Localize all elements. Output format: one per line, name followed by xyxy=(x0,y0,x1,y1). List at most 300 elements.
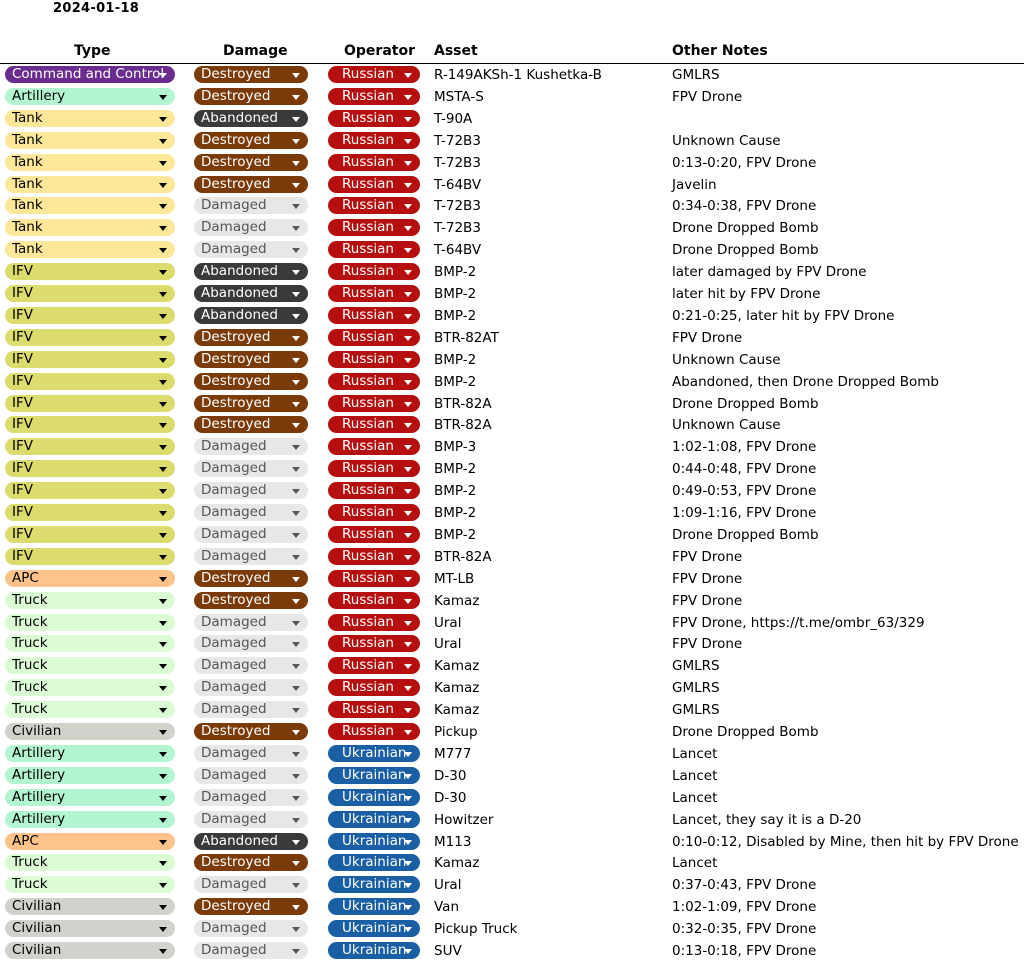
operator-dropdown[interactable] xyxy=(328,548,420,565)
damage-dropdown[interactable] xyxy=(194,395,308,412)
chevron-down-icon xyxy=(292,796,300,801)
damage-dropdown-label: Damaged xyxy=(201,482,267,499)
damage-dropdown[interactable] xyxy=(194,833,308,850)
damage-dropdown-label: Damaged xyxy=(201,241,267,258)
operator-dropdown-label: Russian xyxy=(342,591,394,608)
type-dropdown-label: Truck xyxy=(12,854,48,871)
type-dropdown[interactable] xyxy=(5,570,175,587)
operator-dropdown-label: Russian xyxy=(342,635,394,652)
type-dropdown[interactable] xyxy=(5,745,175,762)
damage-dropdown[interactable] xyxy=(194,657,308,674)
operator-dropdown[interactable] xyxy=(328,635,420,652)
chevron-down-icon xyxy=(159,489,167,494)
type-dropdown[interactable] xyxy=(5,66,175,83)
type-dropdown[interactable] xyxy=(5,460,175,477)
table-row xyxy=(0,502,1024,524)
notes-cell: 1:02-1:08, FPV Drone xyxy=(672,439,817,456)
damage-dropdown[interactable] xyxy=(194,548,308,565)
asset-cell: BTR-82A xyxy=(434,548,492,565)
asset-cell: R-149AKSh-1 Kushetka-B xyxy=(434,67,602,83)
operator-dropdown[interactable] xyxy=(328,920,420,937)
type-dropdown[interactable] xyxy=(5,723,175,740)
damage-dropdown[interactable] xyxy=(194,219,308,236)
chevron-down-icon xyxy=(404,402,412,407)
type-dropdown[interactable] xyxy=(5,635,175,652)
asset-cell: BMP-2 xyxy=(434,286,477,302)
chevron-down-icon xyxy=(292,183,300,188)
header-asset: Asset xyxy=(434,43,478,59)
type-dropdown-label: IFV xyxy=(12,438,33,455)
chevron-down-icon xyxy=(404,555,412,560)
chevron-down-icon xyxy=(159,686,167,691)
type-dropdown[interactable] xyxy=(5,657,175,674)
asset-cell: BMP-2 xyxy=(434,505,477,521)
type-dropdown[interactable] xyxy=(5,767,175,784)
asset-cell: Kamaz xyxy=(434,680,480,697)
type-dropdown[interactable] xyxy=(5,263,175,280)
damage-dropdown[interactable] xyxy=(194,88,308,105)
operator-dropdown[interactable] xyxy=(328,767,420,784)
operator-dropdown[interactable] xyxy=(328,723,420,740)
operator-dropdown[interactable] xyxy=(328,307,420,324)
notes-cell: Abandoned, then Drone Dropped Bomb xyxy=(672,373,939,390)
notes-cell: 1:02-1:09, FPV Drone xyxy=(672,899,817,916)
operator-dropdown[interactable] xyxy=(328,329,420,346)
chevron-down-icon xyxy=(292,708,300,713)
type-dropdown[interactable] xyxy=(5,701,175,718)
chevron-down-icon xyxy=(404,840,412,845)
damage-dropdown[interactable] xyxy=(194,635,308,652)
operator-dropdown[interactable] xyxy=(328,570,420,587)
operator-dropdown[interactable] xyxy=(328,176,420,193)
chevron-down-icon xyxy=(159,599,167,604)
table-row xyxy=(0,699,1024,721)
operator-dropdown[interactable] xyxy=(328,504,420,521)
operator-dropdown[interactable] xyxy=(328,241,420,258)
damage-dropdown[interactable] xyxy=(194,767,308,784)
operator-dropdown[interactable] xyxy=(328,110,420,127)
table-row xyxy=(0,436,1024,458)
chevron-down-icon xyxy=(404,905,412,910)
operator-dropdown-label: Russian xyxy=(342,109,394,126)
notes-cell: FPV Drone xyxy=(672,88,743,105)
table-row xyxy=(0,765,1024,787)
chevron-down-icon xyxy=(159,139,167,144)
damage-dropdown-label: Damaged xyxy=(201,788,267,805)
operator-dropdown[interactable] xyxy=(328,416,420,433)
damage-dropdown[interactable] xyxy=(194,438,308,455)
chevron-down-icon xyxy=(159,796,167,801)
asset-cell: Pickup xyxy=(434,724,478,740)
damage-dropdown[interactable] xyxy=(194,876,308,893)
operator-dropdown[interactable] xyxy=(328,876,420,893)
damage-dropdown[interactable] xyxy=(194,920,308,937)
chevron-down-icon xyxy=(159,511,167,516)
asset-cell: M113 xyxy=(434,833,472,850)
type-dropdown[interactable] xyxy=(5,176,175,193)
operator-dropdown[interactable] xyxy=(328,898,420,915)
type-dropdown[interactable] xyxy=(5,876,175,893)
type-dropdown-label: IFV xyxy=(12,350,33,367)
chevron-down-icon xyxy=(404,467,412,472)
chevron-down-icon xyxy=(292,402,300,407)
operator-dropdown[interactable] xyxy=(328,351,420,368)
type-dropdown[interactable] xyxy=(5,548,175,565)
type-dropdown-label: Truck xyxy=(12,657,48,674)
notes-cell: Unknown Cause xyxy=(672,417,781,434)
damage-dropdown[interactable] xyxy=(194,745,308,762)
table-row xyxy=(0,590,1024,612)
damage-dropdown-label: Damaged xyxy=(201,525,267,542)
chevron-down-icon xyxy=(292,161,300,166)
damage-dropdown-label: Damaged xyxy=(201,701,267,718)
damage-dropdown-label: Damaged xyxy=(201,547,267,564)
damage-dropdown-label: Destroyed xyxy=(201,416,271,433)
table-row xyxy=(0,546,1024,568)
damage-dropdown[interactable] xyxy=(194,373,308,390)
damage-dropdown[interactable] xyxy=(194,66,308,83)
notes-cell: FPV Drone, https://t.me/ombr_63/329 xyxy=(672,614,925,631)
operator-dropdown[interactable] xyxy=(328,482,420,499)
table-row xyxy=(0,86,1024,108)
chevron-down-icon xyxy=(159,402,167,407)
type-dropdown[interactable] xyxy=(5,88,175,105)
type-dropdown[interactable] xyxy=(5,679,175,696)
asset-cell: T-64BV xyxy=(434,176,482,193)
operator-dropdown-label: Russian xyxy=(342,87,394,104)
damage-dropdown[interactable] xyxy=(194,679,308,696)
chevron-down-icon xyxy=(404,161,412,166)
chevron-down-icon xyxy=(404,599,412,604)
type-dropdown[interactable] xyxy=(5,898,175,915)
type-dropdown[interactable] xyxy=(5,197,175,214)
chevron-down-icon xyxy=(159,445,167,450)
chevron-down-icon xyxy=(159,883,167,888)
asset-cell: Ural xyxy=(434,636,462,653)
chevron-down-icon xyxy=(159,117,167,122)
chevron-down-icon xyxy=(292,818,300,823)
chevron-down-icon xyxy=(404,95,412,100)
chevron-down-icon xyxy=(159,95,167,100)
chevron-down-icon xyxy=(404,380,412,385)
damage-dropdown[interactable] xyxy=(194,482,308,499)
type-dropdown-label: IFV xyxy=(12,328,33,345)
operator-dropdown[interactable] xyxy=(328,701,420,718)
chevron-down-icon xyxy=(404,533,412,538)
damage-dropdown[interactable] xyxy=(194,723,308,740)
notes-cell: Drone Dropped Bomb xyxy=(672,724,819,740)
table-row xyxy=(0,239,1024,261)
notes-cell: FPV Drone xyxy=(672,570,743,587)
operator-dropdown-label: Russian xyxy=(342,197,394,214)
type-dropdown-label: Artillery xyxy=(12,744,66,761)
damage-dropdown-label: Destroyed xyxy=(201,394,271,411)
operator-dropdown-label: Russian xyxy=(342,482,394,499)
damage-dropdown-label: Destroyed xyxy=(201,87,271,104)
damage-dropdown-label: Damaged xyxy=(201,942,267,958)
notes-cell: 0:21-0:25, later hit by FPV Drone xyxy=(672,307,895,324)
type-dropdown[interactable] xyxy=(5,285,175,302)
damage-dropdown[interactable] xyxy=(194,460,308,477)
operator-dropdown-label: Ukrainian xyxy=(342,942,407,958)
chevron-down-icon xyxy=(404,358,412,363)
asset-cell: Kamaz xyxy=(434,702,480,719)
chevron-down-icon xyxy=(159,380,167,385)
asset-cell: BMP-2 xyxy=(434,526,477,543)
chevron-down-icon xyxy=(159,774,167,779)
type-dropdown-label: Tank xyxy=(12,109,43,126)
operator-dropdown[interactable] xyxy=(328,197,420,214)
chevron-down-icon xyxy=(292,774,300,779)
operator-dropdown-label: Russian xyxy=(342,219,394,236)
operator-dropdown-label: Russian xyxy=(342,306,394,323)
damage-dropdown[interactable] xyxy=(194,789,308,806)
type-dropdown-label: Command and Control xyxy=(12,66,165,82)
notes-cell: Lancet xyxy=(672,767,718,784)
asset-cell: MSTA-S xyxy=(434,88,484,105)
damage-dropdown-label: Abandoned xyxy=(201,109,278,126)
operator-dropdown[interactable] xyxy=(328,833,420,850)
type-dropdown[interactable] xyxy=(5,132,175,149)
operator-dropdown[interactable] xyxy=(328,132,420,149)
operator-dropdown[interactable] xyxy=(328,811,420,828)
type-dropdown-label: IFV xyxy=(12,285,33,301)
type-dropdown[interactable] xyxy=(5,241,175,258)
table-row xyxy=(0,305,1024,327)
damage-dropdown-label: Destroyed xyxy=(201,131,271,148)
table-row xyxy=(0,568,1024,590)
damage-dropdown-label: Damaged xyxy=(201,876,267,893)
operator-dropdown-label: Ukrainian xyxy=(342,898,407,915)
type-dropdown[interactable] xyxy=(5,482,175,499)
operator-dropdown[interactable] xyxy=(328,614,420,631)
damage-dropdown[interactable] xyxy=(194,592,308,609)
operator-dropdown[interactable] xyxy=(328,395,420,412)
header-type: Type xyxy=(74,43,111,59)
operator-dropdown[interactable] xyxy=(328,438,420,455)
chevron-down-icon xyxy=(292,686,300,691)
chevron-down-icon xyxy=(292,139,300,144)
chevron-down-icon xyxy=(292,752,300,757)
chevron-down-icon xyxy=(292,730,300,735)
operator-dropdown[interactable] xyxy=(328,657,420,674)
operator-dropdown[interactable] xyxy=(328,942,420,959)
chevron-down-icon xyxy=(292,511,300,516)
damage-dropdown-label: Abandoned xyxy=(201,285,278,301)
table-row xyxy=(0,809,1024,831)
type-dropdown[interactable] xyxy=(5,942,175,959)
type-dropdown[interactable] xyxy=(5,614,175,631)
damage-dropdown[interactable] xyxy=(194,351,308,368)
operator-dropdown-label: Russian xyxy=(342,657,394,674)
operator-dropdown[interactable] xyxy=(328,88,420,105)
chevron-down-icon xyxy=(159,358,167,363)
type-dropdown[interactable] xyxy=(5,811,175,828)
damage-dropdown[interactable] xyxy=(194,942,308,959)
chevron-down-icon xyxy=(159,730,167,735)
type-dropdown[interactable] xyxy=(5,854,175,871)
operator-dropdown[interactable] xyxy=(328,219,420,236)
header-notes: Other Notes xyxy=(672,43,768,59)
operator-dropdown-label: Russian xyxy=(342,679,394,696)
chevron-down-icon xyxy=(159,161,167,166)
type-dropdown[interactable] xyxy=(5,329,175,346)
type-dropdown-label: Civilian xyxy=(12,723,62,739)
operator-dropdown[interactable] xyxy=(328,154,420,171)
chevron-down-icon xyxy=(159,861,167,866)
type-dropdown[interactable] xyxy=(5,438,175,455)
type-dropdown[interactable] xyxy=(5,920,175,937)
chevron-down-icon xyxy=(404,774,412,779)
chevron-down-icon xyxy=(159,533,167,538)
type-dropdown[interactable] xyxy=(5,504,175,521)
table-row xyxy=(0,283,1024,305)
damage-dropdown-label: Abandoned xyxy=(201,832,278,849)
type-dropdown-label: IFV xyxy=(12,394,33,411)
type-dropdown-label: IFV xyxy=(12,525,33,542)
damage-dropdown[interactable] xyxy=(194,416,308,433)
operator-dropdown[interactable] xyxy=(328,526,420,543)
operator-dropdown-label: Russian xyxy=(342,66,394,82)
damage-dropdown[interactable] xyxy=(194,176,308,193)
type-dropdown-label: Tank xyxy=(12,131,43,148)
damage-dropdown[interactable] xyxy=(194,285,308,302)
chevron-down-icon xyxy=(404,139,412,144)
type-dropdown[interactable] xyxy=(5,351,175,368)
type-dropdown[interactable] xyxy=(5,395,175,412)
damage-dropdown[interactable] xyxy=(194,110,308,127)
damage-dropdown[interactable] xyxy=(194,263,308,280)
operator-dropdown[interactable] xyxy=(328,285,420,302)
notes-cell: later damaged by FPV Drone xyxy=(672,264,867,281)
damage-dropdown-label: Abandoned xyxy=(201,263,278,280)
operator-dropdown-label: Russian xyxy=(342,569,394,586)
chevron-down-icon xyxy=(404,861,412,866)
damage-dropdown[interactable] xyxy=(194,241,308,258)
type-dropdown-label: Truck xyxy=(12,591,48,608)
damage-dropdown-label: Damaged xyxy=(201,438,267,455)
type-dropdown[interactable] xyxy=(5,307,175,324)
damage-dropdown[interactable] xyxy=(194,570,308,587)
chevron-down-icon xyxy=(159,423,167,428)
operator-dropdown-label: Russian xyxy=(342,131,394,148)
chevron-down-icon xyxy=(292,905,300,910)
damage-dropdown[interactable] xyxy=(194,701,308,718)
asset-cell: T-72B3 xyxy=(434,198,481,215)
type-dropdown[interactable] xyxy=(5,833,175,850)
type-dropdown[interactable] xyxy=(5,373,175,390)
type-dropdown[interactable] xyxy=(5,110,175,127)
type-dropdown[interactable] xyxy=(5,526,175,543)
type-dropdown[interactable] xyxy=(5,416,175,433)
chevron-down-icon xyxy=(159,752,167,757)
asset-cell: Pickup Truck xyxy=(434,921,518,938)
asset-cell: T-72B3 xyxy=(434,132,481,149)
chevron-down-icon xyxy=(292,380,300,385)
chevron-down-icon xyxy=(404,314,412,319)
operator-dropdown[interactable] xyxy=(328,854,420,871)
chevron-down-icon xyxy=(159,292,167,297)
operator-dropdown[interactable] xyxy=(328,789,420,806)
operator-dropdown[interactable] xyxy=(328,263,420,280)
damage-dropdown-label: Damaged xyxy=(201,679,267,696)
damage-dropdown-label: Damaged xyxy=(201,460,267,477)
damage-dropdown[interactable] xyxy=(194,329,308,346)
type-dropdown-label: IFV xyxy=(12,482,33,499)
damage-dropdown[interactable] xyxy=(194,154,308,171)
damage-dropdown[interactable] xyxy=(194,614,308,631)
chevron-down-icon xyxy=(404,204,412,209)
operator-dropdown[interactable] xyxy=(328,66,420,83)
operator-dropdown-label: Ukrainian xyxy=(342,876,407,893)
type-dropdown[interactable] xyxy=(5,154,175,171)
chevron-down-icon xyxy=(292,336,300,341)
chevron-down-icon xyxy=(292,314,300,319)
damage-dropdown[interactable] xyxy=(194,526,308,543)
asset-cell: BMP-2 xyxy=(434,483,477,500)
type-dropdown[interactable] xyxy=(5,789,175,806)
notes-cell: 1:09-1:16, FPV Drone xyxy=(672,505,817,521)
damage-dropdown-label: Damaged xyxy=(201,744,267,761)
damage-dropdown[interactable] xyxy=(194,811,308,828)
table-row xyxy=(0,874,1024,896)
operator-dropdown[interactable] xyxy=(328,460,420,477)
chevron-down-icon xyxy=(292,577,300,582)
chevron-down-icon xyxy=(292,664,300,669)
chevron-down-icon xyxy=(404,445,412,450)
notes-cell: later hit by FPV Drone xyxy=(672,286,821,302)
damage-dropdown[interactable] xyxy=(194,898,308,915)
chevron-down-icon xyxy=(292,861,300,866)
table-row xyxy=(0,152,1024,174)
operator-dropdown[interactable] xyxy=(328,373,420,390)
chevron-down-icon xyxy=(292,533,300,538)
type-dropdown[interactable] xyxy=(5,219,175,236)
chevron-down-icon xyxy=(159,467,167,472)
type-dropdown-label: Truck xyxy=(12,876,48,893)
notes-cell: FPV Drone xyxy=(672,329,743,346)
damage-dropdown[interactable] xyxy=(194,854,308,871)
asset-cell: Ural xyxy=(434,614,462,631)
damage-dropdown-label: Destroyed xyxy=(201,372,271,389)
damage-dropdown[interactable] xyxy=(194,504,308,521)
operator-dropdown[interactable] xyxy=(328,679,420,696)
damage-dropdown-label: Destroyed xyxy=(201,723,271,739)
operator-dropdown[interactable] xyxy=(328,592,420,609)
chevron-down-icon xyxy=(292,445,300,450)
operator-dropdown-label: Ukrainian xyxy=(342,788,407,805)
operator-dropdown-label: Russian xyxy=(342,263,394,280)
damage-dropdown[interactable] xyxy=(194,197,308,214)
operator-dropdown[interactable] xyxy=(328,745,420,762)
type-dropdown-label: Tank xyxy=(12,175,43,192)
type-dropdown-label: Artillery xyxy=(12,810,66,827)
asset-cell: Kamaz xyxy=(434,658,480,675)
damage-dropdown[interactable] xyxy=(194,132,308,149)
chevron-down-icon xyxy=(404,730,412,735)
damage-dropdown[interactable] xyxy=(194,307,308,324)
notes-cell: GMLRS xyxy=(672,702,720,719)
chevron-down-icon xyxy=(292,489,300,494)
asset-cell: Kamaz xyxy=(434,855,480,872)
chevron-down-icon xyxy=(159,905,167,910)
notes-cell: FPV Drone xyxy=(672,636,743,653)
type-dropdown[interactable] xyxy=(5,592,175,609)
table-row xyxy=(0,480,1024,502)
type-dropdown-label: Civilian xyxy=(12,920,62,937)
table-row xyxy=(0,414,1024,436)
table-row xyxy=(0,195,1024,217)
